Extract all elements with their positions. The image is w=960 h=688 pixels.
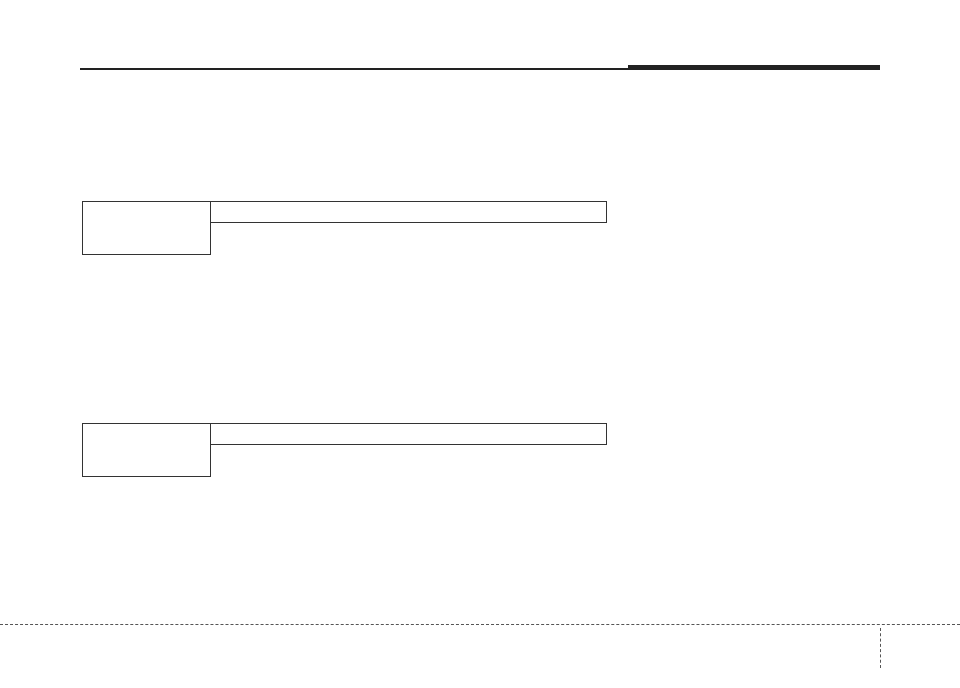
wagon-suitability-table (82, 201, 607, 255)
age-group-header (83, 202, 211, 255)
seating-position-header (211, 424, 607, 445)
footer-page-divider (880, 628, 881, 668)
header-bar (628, 65, 880, 70)
footer-divider (0, 624, 960, 625)
van-suitability-table (82, 423, 607, 477)
seating-position-header (211, 202, 607, 223)
age-group-header (83, 424, 211, 477)
